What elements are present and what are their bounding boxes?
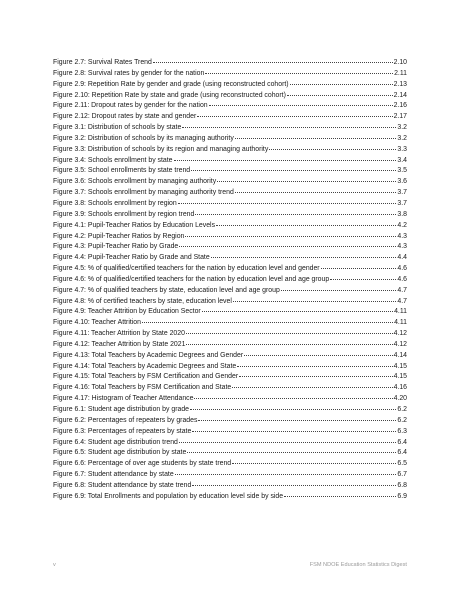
toc-entry-page: 6.7	[397, 471, 407, 479]
toc-entry-label: Figure 6.2: Percentages of repeaters by grades	[53, 416, 198, 424]
toc-entry-page: 4.6	[397, 275, 407, 283]
toc-dot-leader	[232, 380, 392, 388]
toc-dot-leader	[290, 77, 393, 85]
toc-dot-leader	[186, 326, 393, 334]
footer-page-number: v	[53, 562, 56, 568]
toc-dot-leader	[185, 229, 396, 237]
toc-dot-leader	[205, 66, 393, 74]
toc-entry-label: Figure 4.9: Teacher Attrition by Education Sector	[53, 308, 201, 316]
toc-entry-page: 2.17	[393, 113, 407, 121]
toc-entry-page: 3.6	[397, 178, 407, 186]
table-of-figures	[53, 56, 407, 501]
toc-entry-label: Figure 2.7: Survival Rates Trend	[53, 59, 152, 66]
toc-entry-page: 2.10	[393, 59, 407, 66]
toc-entry-label: Figure 6.7: Student attendance by state	[53, 471, 174, 479]
toc-entry-page: 4.12	[393, 330, 407, 338]
toc-dot-leader	[194, 391, 392, 399]
toc-dot-leader	[187, 445, 396, 453]
toc-entry-label: Figure 2.8: Survival rates by gender for the nation	[53, 69, 205, 77]
toc-entry-page: 2.14	[393, 91, 407, 99]
toc-entry-page: 4.14	[393, 351, 407, 359]
toc-entry-label: Figure 4.13: Total Teachers by Academic Degrees and Gender	[53, 351, 244, 359]
toc-entry-label: Figure 3.5: School enrollments by state trend	[53, 167, 191, 175]
toc-entry-label: Figure 2.9: Repetition Rate by gender and grade (using reconstructed cohort)	[53, 80, 289, 88]
toc-entry-label: Figure 4.14: Total Teachers by Academic Degrees and State	[53, 362, 237, 370]
toc-entry-page: 6.2	[397, 406, 407, 413]
toc-dot-leader	[142, 315, 393, 323]
toc-dot-leader	[321, 261, 397, 269]
toc-dot-leader	[232, 456, 396, 464]
toc-entry-label: Figure 4.12: Teacher Attrition by State 2021	[53, 340, 186, 348]
toc-entry-page: 6.2	[397, 416, 407, 424]
toc-entry-page: 4.11	[394, 308, 407, 316]
toc-entry-label: Figure 6.9: Total Enrollments and population by education level side by side	[53, 492, 284, 500]
toc-entry-page: 4.3	[397, 232, 407, 240]
footer-document-title: FSM NDOE Education Statistics Digest	[309, 562, 407, 568]
toc-dot-leader	[197, 109, 392, 117]
toc-entry[interactable]	[53, 490, 407, 501]
toc-entry-page: 6.9	[397, 492, 407, 500]
toc-entry-label: Figure 2.12: Dropout rates by state and gender	[53, 113, 197, 121]
toc-dot-leader	[233, 294, 397, 302]
toc-dot-leader	[153, 55, 393, 63]
toc-entry-page: 4.16	[393, 384, 407, 392]
toc-dot-leader	[186, 337, 392, 345]
toc-entry-label: Figure 4.11: Teacher Attrition by State 2020	[53, 330, 185, 338]
toc-dot-leader	[195, 207, 396, 215]
toc-dot-leader	[191, 163, 396, 171]
toc-entry-label: Figure 4.4: Pupil-Teacher Ratio by Grade and State	[53, 254, 210, 262]
toc-entry-label: Figure 6.6: Percentage of over age students by state trend	[53, 460, 232, 468]
toc-entry-page: 3.7	[397, 189, 407, 197]
toc-entry-label: Figure 4.8: % of certified teachers by state, education level	[53, 297, 232, 305]
toc-entry-label: Figure 3.8: Schools enrollment by region	[53, 199, 177, 207]
toc-dot-leader	[237, 359, 392, 367]
toc-entry-page: 4.15	[393, 373, 407, 381]
toc-entry-label: Figure 2.10: Repetition Rate by state and grade (using reconstructed cohort)	[53, 91, 286, 99]
toc-entry-page: 4.2	[397, 221, 407, 229]
toc-dot-leader	[216, 218, 396, 226]
toc-entry-page: 4.4	[397, 254, 407, 262]
toc-entry-label: Figure 2.11: Dropout rates by gender for the nation	[53, 102, 208, 110]
toc-entry-page: 6.3	[397, 427, 407, 435]
toc-entry-label: Figure 3.3: Distribution of schools by its region and managing authority	[53, 145, 269, 153]
toc-dot-leader	[175, 467, 397, 475]
toc-entry-page: 4.6	[397, 265, 407, 273]
toc-dot-leader	[192, 424, 396, 432]
toc-entry-label: Figure 3.7: Schools enrollment by managing authority trend	[53, 189, 234, 197]
toc-dot-leader	[287, 88, 393, 96]
toc-entry-page: 3.7	[397, 199, 407, 207]
toc-dot-leader	[281, 283, 397, 291]
toc-entry-label: Figure 3.6: Schools enrollment by managing authority	[53, 178, 217, 186]
toc-entry-page: 3.4	[397, 156, 407, 164]
toc-dot-leader	[244, 348, 392, 356]
toc-dot-leader	[179, 435, 397, 443]
toc-dot-leader	[330, 272, 396, 280]
toc-dot-leader	[239, 369, 392, 377]
toc-entry-page: 4.15	[393, 362, 407, 370]
toc-entry-label: Figure 4.16: Total Teachers by FSM Certification and State	[53, 384, 232, 392]
toc-dot-leader	[174, 153, 397, 161]
toc-entry-page: 4.3	[397, 243, 407, 251]
toc-entry-page: 3.5	[397, 167, 407, 175]
toc-entry-page: 2.13	[393, 80, 407, 88]
toc-entry-page: 2.11	[394, 69, 407, 77]
toc-entry-page: 6.5	[397, 460, 407, 468]
toc-entry-label: Figure 4.7: % of qualified teachers by state, education level and age group	[53, 286, 280, 294]
toc-entry-page: 3.3	[397, 145, 407, 153]
toc-dot-leader	[209, 98, 393, 106]
toc-entry-label: Figure 4.3: Pupil-Teacher Ratio by Grade	[53, 243, 179, 251]
toc-dot-leader	[217, 174, 396, 182]
toc-dot-leader	[235, 131, 397, 139]
toc-entry-page: 4.7	[397, 286, 407, 294]
toc-entry-page: 6.8	[397, 481, 407, 489]
toc-entry-page: 4.7	[397, 297, 407, 305]
toc-entry-label: Figure 4.1: Pupil-Teacher Ratios by Education Levels	[53, 221, 216, 229]
toc-dot-leader	[202, 304, 393, 312]
toc-entry-page: 3.8	[397, 210, 407, 218]
toc-entry-label: Figure 4.2: Pupil-Teacher Ratios by Region	[53, 232, 185, 240]
toc-entry-page: 6.4	[397, 449, 407, 457]
toc-entry-page: 6.4	[397, 438, 407, 446]
toc-dot-leader	[192, 478, 396, 486]
toc-entry-label: Figure 3.9: Schools enrollment by region trend	[53, 210, 195, 218]
toc-entry-page: 4.20	[393, 395, 407, 403]
toc-dot-leader	[190, 402, 396, 410]
toc-dot-leader	[269, 142, 396, 150]
toc-dot-leader	[235, 185, 397, 193]
toc-entry-label: Figure 6.4: Student age distribution trend	[53, 438, 178, 446]
toc-dot-leader	[211, 250, 397, 258]
toc-entry-label: Figure 6.8: Student attendance by state trend	[53, 481, 192, 489]
toc-entry-label: Figure 3.4: Schools enrollment by state	[53, 156, 173, 164]
toc-entry-page: 4.11	[394, 319, 407, 327]
toc-entry-page: 3.2	[397, 134, 407, 142]
toc-entry-page: 2.16	[393, 102, 407, 110]
toc-dot-leader	[179, 239, 396, 247]
toc-entry-label: Figure 3.2: Distribution of schools by its managing authority	[53, 134, 234, 142]
toc-dot-leader	[178, 196, 397, 204]
toc-dot-leader	[284, 489, 396, 497]
toc-entry-label: Figure 6.3: Percentages of repeaters by state	[53, 427, 192, 435]
toc-entry-label: Figure 4.17: Histogram of Teacher Attendance	[53, 395, 194, 403]
toc-dot-leader	[182, 120, 396, 128]
toc-entry-page: 4.12	[393, 340, 407, 348]
toc-entry-label: Figure 4.15: Total Teachers by FSM Certification and Gender	[53, 373, 239, 381]
toc-entry-label: Figure 3.1: Distribution of schools by state	[53, 124, 182, 132]
toc-entry-label: Figure 6.1: Student age distribution by grade	[53, 406, 189, 413]
toc-entry-label: Figure 4.6: % of qualified/certified teachers for the nation by education level and age group	[53, 275, 330, 283]
toc-entry-label: Figure 6.5: Student age distribution by state	[53, 449, 187, 457]
toc-entry-label: Figure 4.5: % of qualified/certified teachers for the nation by education level and gender	[53, 265, 320, 273]
toc-dot-leader	[198, 413, 396, 421]
toc-entry-page: 3.2	[397, 124, 407, 132]
toc-entry-label: Figure 4.10: Teacher Attrition	[53, 319, 141, 327]
